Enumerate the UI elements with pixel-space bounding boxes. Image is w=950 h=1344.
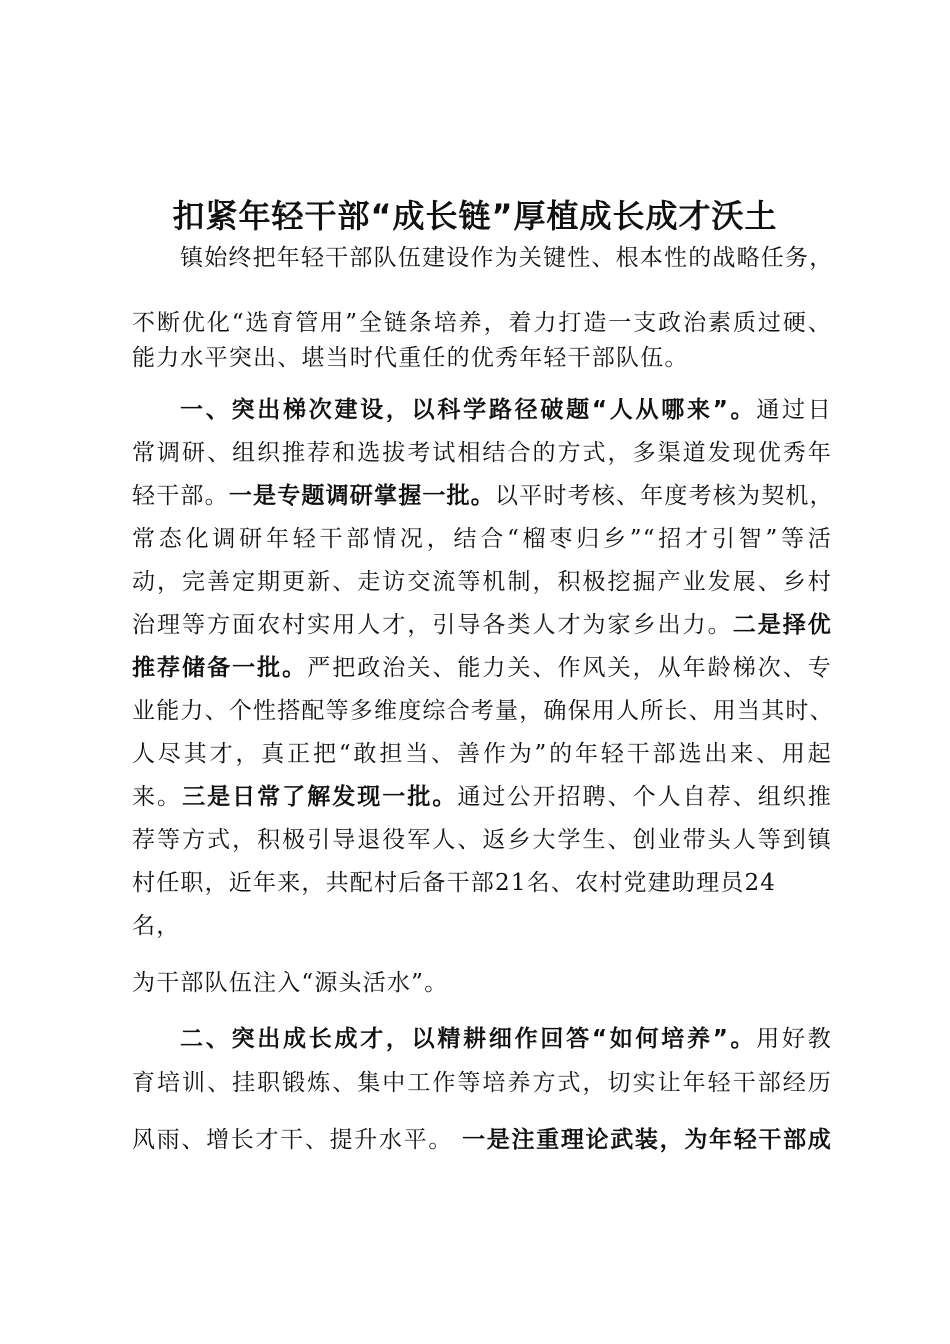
section1-line-4: 常态化调研年轻干部情况，结合“榴枣归乡”“招才引智”等活 bbox=[132, 526, 832, 552]
section2-heading-line bbox=[180, 1024, 832, 1054]
section1-text: 轻干部。 bbox=[132, 483, 229, 509]
section2-line-2: 育培训、挂职锻炼、集中工作等培养方式，切实让年轻干部经历 bbox=[132, 1070, 832, 1096]
section1-line-13: 名， bbox=[132, 913, 181, 939]
section2-heading: 二、突出成长成才，以精耕细作回答“如何培养”。 bbox=[180, 1026, 757, 1052]
section1-text: 治理等方面农村实用人才，引导各类人才为家乡出力。 bbox=[132, 612, 733, 638]
section1-line-8: 业能力、个性搭配等多维度综合考量，确保用人所长、用当其时、 bbox=[132, 698, 834, 724]
section1-text: 通过日 bbox=[756, 397, 832, 423]
section1-text: 来。 bbox=[132, 784, 183, 810]
point-1-heading: 一是专题调研掌握一批。 bbox=[228, 483, 496, 509]
point-3-heading: 三是日常了解发现一批。 bbox=[182, 784, 458, 810]
section1-line-7 bbox=[132, 653, 832, 683]
point-2-heading-cont: 推荐储备一批。 bbox=[132, 655, 308, 681]
section1-heading: 一、突出梯次建设，以科学路径破题“人从哪来”。 bbox=[180, 397, 757, 423]
section1-line-2: 常调研、组织推荐和选拔考试相结合的方式，多渠道发现优秀年 bbox=[132, 440, 832, 466]
section2-point-1-heading: 一是注重理论武装，为年轻干部成 bbox=[462, 1127, 833, 1153]
intro-line-1: 镇始终把年轻干部队伍建设作为关键性、根本性的战略任务， bbox=[180, 245, 834, 271]
section2-text: 用好教 bbox=[756, 1026, 832, 1052]
document-title: 扣紧年轻干部“成长链”厚植成长成才沃土 bbox=[172, 197, 778, 235]
intro-line-2: 不断优化“选育管用”全链条培养，着力打造一支政治素质过硬、 bbox=[132, 310, 832, 336]
section1-heading-line bbox=[180, 395, 832, 425]
section1-line-14: 为干部队伍注入“源头活水”。 bbox=[132, 970, 449, 996]
section1-text: 通过公开招聘、个人自荐、组织推 bbox=[457, 784, 833, 810]
section1-line-5: 动，完善定期更新、走访交流等机制，积极挖掘产业发展、乡村 bbox=[132, 569, 832, 595]
section2-line-3 bbox=[132, 1125, 832, 1155]
section1-line-11: 荐等方式，积极引导退役军人、返乡大学生、创业带头人等到镇 bbox=[132, 827, 832, 853]
section1-text: 严把政治关、能力关、作风关，从年龄梯次、专 bbox=[307, 655, 833, 681]
intro-line-3: 能力水平突出、堪当时代重任的优秀年轻干部队伍。 bbox=[132, 345, 689, 371]
section1-line-10 bbox=[132, 782, 832, 812]
section1-line-9: 人尽其才，真正把“敢担当、善作为”的年轻干部选出来、用起 bbox=[132, 741, 832, 767]
section1-line-6 bbox=[132, 610, 832, 640]
section2-text: 风雨、增长才干、提升水平。 bbox=[132, 1127, 463, 1153]
point-2-heading: 二是择优 bbox=[732, 612, 832, 638]
section1-line-12: 村任职，近年来，共配村后备干部21名、农村党建助理员24 bbox=[132, 870, 777, 896]
section1-line-3 bbox=[132, 481, 832, 511]
section1-text: 以平时考核、年度考核为契机， bbox=[495, 483, 834, 509]
